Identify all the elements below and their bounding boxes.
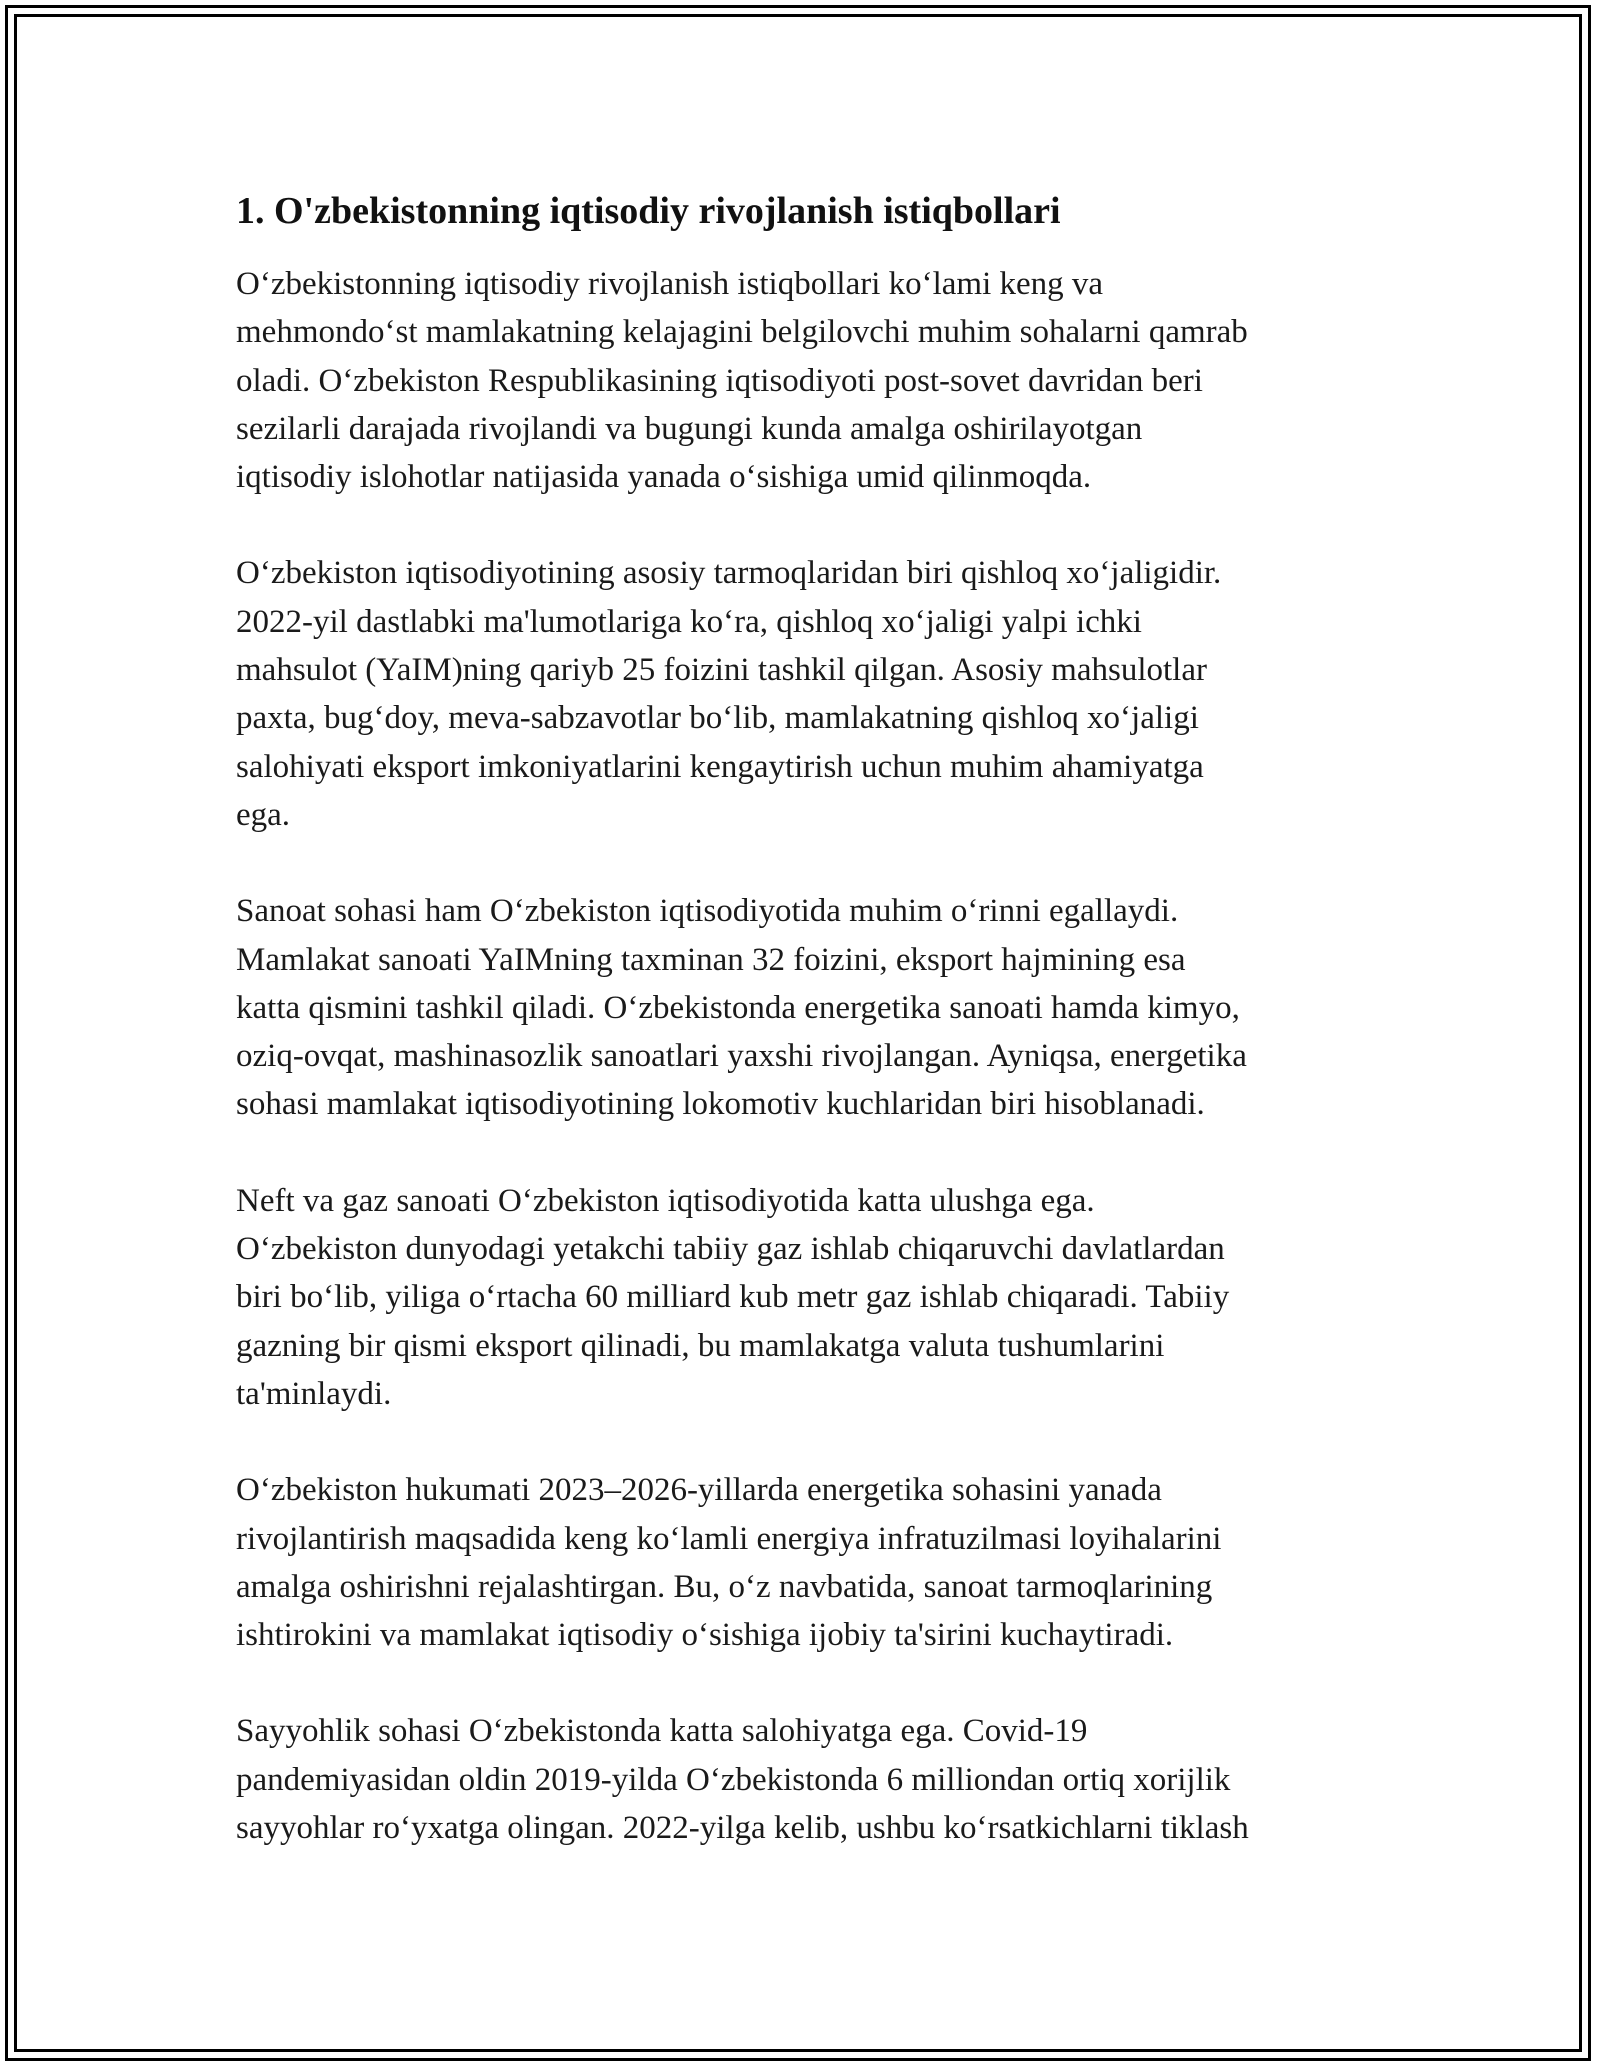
text-line: mahsulot (YaIM)ning qariyb 25 foizini tashkil qilgan. Asosiy mahsulotlar — [236, 652, 1207, 689]
text-line: mehmondo‘st mamlakatning kelajagini belgilovchi muhim sohalarni qamrab — [236, 314, 1248, 351]
text-line: ishtirokini va mamlakat iqtisodiy o‘sishiga ijobiy ta'sirini kuchaytiradi. — [236, 1617, 1174, 1654]
text-line: Neft va gaz sanoati O‘zbekiston iqtisodiyotida katta ulushga ega. — [236, 1182, 1095, 1219]
paragraph-tourism — [236, 1707, 1386, 1852]
text-line: gazning bir qismi eksport qilinadi, bu mamlakatga valuta tushumlarini — [236, 1327, 1165, 1364]
text-line: Mamlakat sanoati YaIMning taxminan 32 foizini, eksport hajmining esa — [236, 941, 1186, 978]
text-line: oziq-ovqat, mashinasozlik sanoatlari yaxshi rivojlangan. Ayniqsa, energetika — [236, 1038, 1247, 1075]
text-line: iqtisodiy islohotlar natijasida yanada o‘sishiga umid qilinmoqda. — [236, 459, 1092, 496]
text-line: katta qismini tashkil qiladi. O‘zbekistonda energetika sanoati hamda kimyo, — [236, 989, 1240, 1026]
text-line: paxta, bug‘doy, meva-sabzavotlar bo‘lib, mamlakatning qishloq xo‘jaligi — [236, 700, 1199, 737]
text-line: salohiyati eksport imkoniyatlarini kengaytirish uchun muhim ahamiyatga — [236, 748, 1204, 785]
text-line: 2022-yil dastlabki ma'lumotlariga ko‘ra, qishloq xo‘jaligi yalpi ichki — [236, 603, 1142, 640]
paragraph-intro — [236, 260, 1386, 501]
text-line: O‘zbekiston hukumati 2023–2026-yillarda energetika sohasini yanada — [236, 1472, 1162, 1509]
document-body — [236, 186, 1386, 1900]
paragraph-energy-plans — [236, 1466, 1386, 1659]
text-line: ta'minlaydi. — [236, 1375, 392, 1412]
text-line: O‘zbekiston iqtisodiyotining asosiy tarmoqlaridan biri qishloq xo‘jaligidir. — [236, 555, 1222, 592]
paragraph-agriculture — [236, 549, 1386, 839]
text-line: sohasi mamlakat iqtisodiyotining lokomotiv kuchlaridan biri hisoblanadi. — [236, 1086, 1205, 1123]
text-line: oladi. O‘zbekiston Respublikasining iqtisodiyoti post-sovet davridan beri — [236, 362, 1203, 399]
text-line: pandemiyasidan oldin 2019-yilda O‘zbekistonda 6 milliondan ortiq xorijlik — [236, 1761, 1231, 1798]
paragraph-industry — [236, 887, 1386, 1128]
text-line: biri bo‘lib, yiliga o‘rtacha 60 milliard kub metr gaz ishlab chiqaradi. Tabiiy — [236, 1279, 1230, 1316]
text-line: Sanoat sohasi ham O‘zbekiston iqtisodiyotida muhim o‘rinni egallaydi. — [236, 893, 1179, 930]
text-line: sezilarli darajada rivojlandi va bugungi kunda amalga oshirilayotgan — [236, 410, 1143, 447]
text-line: Sayyohlik sohasi O‘zbekistonda katta salohiyatga ega. Covid-19 — [236, 1713, 1088, 1750]
text-line: sayyohlar ro‘yxatga olingan. 2022-yilga kelib, ushbu ko‘rsatkichlarni tiklash — [236, 1810, 1249, 1847]
text-line: ega. — [236, 796, 291, 833]
text-line: O‘zbekistonning iqtisodiy rivojlanish istiqbollari ko‘lami keng va — [236, 266, 1104, 302]
text-line: rivojlantirish maqsadida keng ko‘lamli energiya infratuzilmasi loyihalarini — [236, 1520, 1222, 1557]
text-line: O‘zbekiston dunyodagi yetakchi tabiiy gaz ishlab chiqaruvchi davlatlardan — [236, 1231, 1225, 1268]
paragraph-oil-gas — [236, 1177, 1386, 1418]
text-line: amalga oshirishni rejalashtirgan. Bu, o‘z navbatida, sanoat tarmoqlarining — [236, 1568, 1213, 1605]
section-heading: 1. O'zbekistonning iqtisodiy rivojlanish istiqbollari — [236, 190, 1061, 232]
